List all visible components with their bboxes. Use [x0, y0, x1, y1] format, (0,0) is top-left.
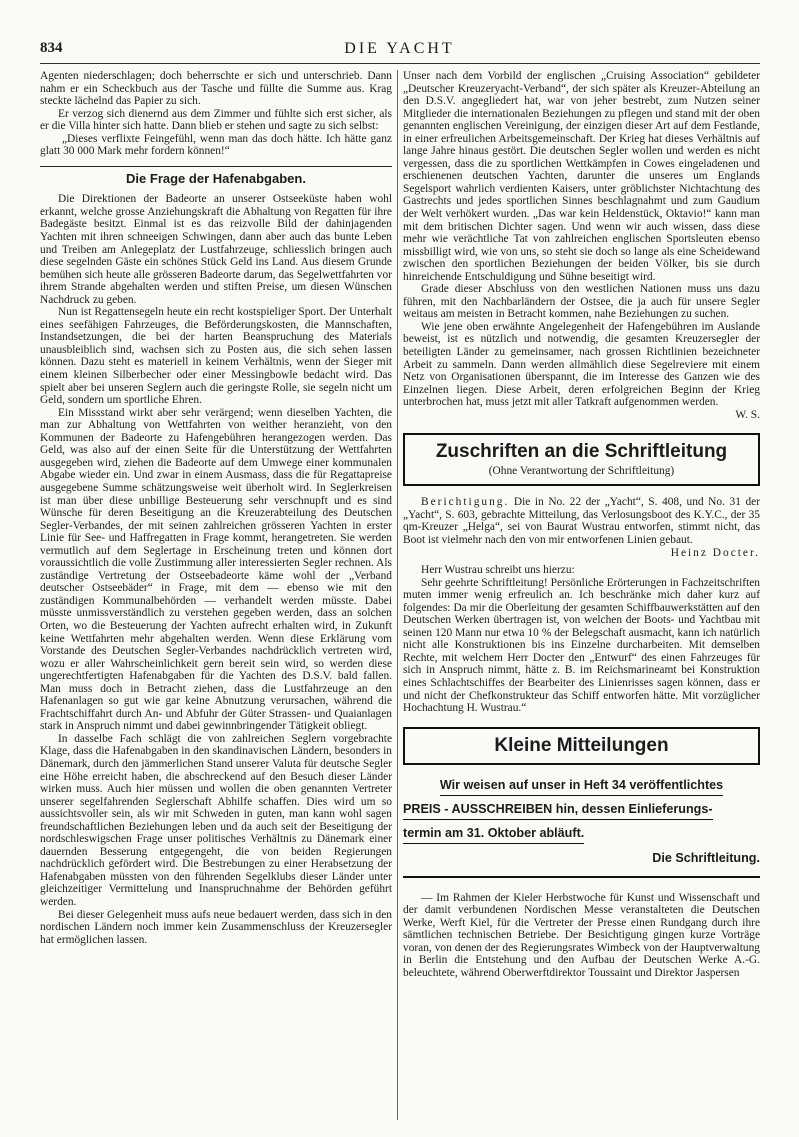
reply-letter: Sehr geehrte Schriftleitung! Persönliche Erörterungen in Fachzeitschriften muten immer wenig erfreulich an. Ich beschränke mich daher kurz auf folgendes: Da mir die Oberleitung der gesamten Schiffbauwerkstätten auf den Deutschen Werken übertragen ist, von welchen der Boots- und Yachtbau mit seinen 120 Mann nur etwa 10 % der Belegschaft ausmacht, kann ich natürlich nicht alle Konstruktionen bis ins Einzelne durcharbeiten. Mit demselben Rechte, mit welchem Herr Docter den „Entwurf“ des einen Fahrzeuges für sich in Anspruch nimmt, hätte z. B. im Reichsmarineamt bei Konstruktion eines Schlachtschiffes der Bearbeiter des Linienrisses sagen können, dass er und nicht der Chefkonstrukteur das Schiff entworfen hätte. Mit vorzüglicher Hochachtung H. Wustrau.“ [403, 576, 760, 715]
notice-line: Wir weisen auf unser in Heft 34 veröffentlichtes [440, 778, 723, 796]
letters-section-title: Zuschriften an die Schriftleitung [435, 441, 728, 463]
left-column [40, 70, 392, 946]
article-paragraph: Grade dieser Abschluss von den westlichen Nationen muss uns dazu führen, mit den Nachbarländern der Ostsee, die ja auch für unsere Segler weitaus am meisten in Betracht kommen, nahe Beziehungen zu suchen. [403, 283, 760, 321]
notes-section-title: Kleine Mitteilungen [494, 734, 669, 756]
correction-text: Die in No. 22 der „Yacht“, S. 408, und No. 31 der „Yacht“, S. 603, gebrachte Mitteilung, das Verlosungsboot des K.Y.C., der 35 qm-Kreuzer „Helga“, sei von Baurat Wustrau entworfen, stimmt nicht, das Boot ist vielmehr nach den von mir entworfenen Linien gebaut. [403, 496, 760, 546]
article-paragraph: Bei dieser Gelegenheit muss aufs neue bedauert werden, dass sich in den nordischen Ländern noch immer kein Zusammenschluss der Kreuzersegler hat ermöglichen lassen. [40, 908, 392, 946]
correction-label: Berichtigung. [421, 496, 510, 509]
notice-rule [403, 876, 760, 878]
article-paragraph: Ein Missstand wirkt aber sehr verärgend; wenn dieselben Yachten, die man zur Abhaltung von Wettfahrten von weither heranzieht, von den Kommunen der Badeorte zu Hafengebühren herangezogen werden. Das Geld, was also auf der einen Seite für die Unterstützung der Wettfahrten ausgegeben wird, ziehen die Badeorte auf dem Umwege einer kommunalen Abgabe wieder ein. Und zwar in einem Ausmass, dass die für Regattapreise ausgegebene Summe schätzungsweise weit überholt wird. In Seglerkreisen ist man über diese unbillige Besteuerung sehr verschnupft und es sind Wünsche für deren Beseitigung an die Kreuzerabteilung des Deutschen Segler-Verbandes, der mit seinen zahlreichen grösseren Yachten in erster Linie für See- und Haffregatten in Frage kommt, herangetreten. Sie werden vermutlich auf dem Seglertage in Erscheinung treten und können dort voraussichtlich die volle Zustimmung aller interessierten Segler rechnen. Als zuständige Vertretung der Ostseebadeorte käme wohl der „Verband deutscher Ostseebäder“ in Frage, mit dem — ebenso wie mit den zuständigen Kommunalbehörden — verhandelt werden müsste. Dabei müsste unmissverständlich zu verstehen gegeben werden, dass an solchen Orten, wo die Besteuerung der Yachten aufrecht erhalten wird, in Zukunft keine Wettfahrten mehr abgehalten werden. Wenn diese Erklärung vom Vorstande des Deutschen Segler-Verbandes nachdrücklich vertreten wird, wozu er aller Wahrscheinlichkeit gern bereit sein wird, so werden diese ungerechtfertigten Hafenabgaben für die Yachten des D.S.V. bald fallen. Man muss doch in Betracht ziehen, dass die Lustfahrzeuge an den Hafenanlagen so gut wie gar keine Abnutzung verursachen, während die Frachtschiffahrt durch An- und Abfuhr der Güter Strassen- und Quaianlagen stark in Anspruch nimmt und dabei gewinnbringender Tätigkeit obliegt. [40, 406, 392, 733]
right-column [403, 70, 760, 979]
notice-signature: Die Schriftleitung. [652, 850, 760, 865]
story-paragraph: Agenten niederschlagen; doch beherrschte er sich und unterschrieb. Dann nahm er ein Scheckbuch aus der Tasche und füllte die Summe aus. Krag steckte lächelnd das Papier zu sich. [40, 70, 392, 108]
article-paragraph: Wie jene oben erwähnte Angelegenheit der Hafengebühren im Auslande beweist, ist es nützlich und notwendig, die gesamten Kreuzersegler der beteiligten Länder zu gemeinsamer, nach grossen Richtlinien bezeichneter Arbeit zu sammeln. Dann werden allmählich diese Segelreviere mit einem Netz von Organisationen überspannt, die im Interesse des Ganzen wie des Einzelnen liegen. Diese Arbeit, deren erfolgreichen Beginn der Krieg unterbrochen hat, muss jetzt mit aller Tatkraft aufgenommen werden. [403, 320, 760, 409]
article-paragraph: In dasselbe Fach schlägt die von zahlreichen Seglern vorgebrachte Klage, dass die Hafenabgaben in den skandinavischen Ländern, besonders in Dänemark, durch den jämmerlichen Stand unserer Valuta für deutsche Segler eine Höhe erreicht haben, die abschreckend auf den Besuch dieser Länder wirken muss. Auch hier müssen und wollen die oben genannten Vertreter unserer segelfahrenden Seglerschaft Abhilfe schaffen. Dies wird um so aussichtsvoller sein, als wir mit Schweden in guten, man kann wohl sagen freundschaftlichen Beziehungen leben und da auch seit der Beseitigung der nordschleswigschen Frage unser politisches Verhältnis zu Dänemark einer dauernden Besserung entgegengeht, die von beiden Regierungen nachdrücklich gefördert wird. Die Bestrebungen zu einer Herabsetzung der Hafenabgaben müssten von den führenden Segelklubs dieser Länder unter gleichzeitiger Vermittelung und Inanspruchnahme der Behörden geführt werden. [40, 732, 392, 908]
prize-notice [403, 775, 760, 866]
article-signature: W. S. [735, 408, 760, 421]
reply-intro: Herr Wustrau schreibt uns hierzu: [421, 564, 575, 577]
column-divider [397, 70, 398, 1120]
notice-line: termin am 31. Oktober abläuft. [403, 826, 584, 844]
section-title: Die Frage der Hafenabgaben. [126, 170, 306, 186]
article-paragraph: Unser nach dem Vorbild der englischen „Cruising Association“ gebildeter „Deutscher Kreuzeryacht-Verband“, der sich später als Kreuzer-Abteilung an den D.S.V. angegliedert hat, war von jeher bestrebt, zum Nutzen seiner Mitglieder die internationalen Beziehungen zu pflegen und stand mit der oben genannten englischen Vereinigung, der einzigen dieser Art auf dem Festlande, in einer erfreulichen Arbeitsgemeinschaft. Der Krieg hat dieses Verhältnis auf lange Jahre hinaus gestört. Die deutschen Segler wollen und werden es nicht vergessen, dass die zu sportlichen Wettkämpfen in Cowes eingeladenen und erschienenen deutschen Yachten, darunter die unseres um Englands Segelsport wahrlich verdienten Kaisers, unter gröblichster Nichtachtung des Gastrechts und jedes sportlichen Sinnes beschlagnahmt und zum Gaudium der Welt verhökert wurden. „Das war kein Heldenstück, Oktavio!“ kann man mit dem britischen Dichter sagen. Und wenn wir auch wissen, dass diese mehr wie verächtliche Tat von zahlreichen englischen Sportsleuten ebenso missbilligt wird, wie von uns, so steht sie doch so lange als eine Scheidewand zwischen den sportlichen Beziehungen der beiden Völker, bis sie durch hinreichende Entschuldigung und Sühne beseitigt wird. [403, 70, 760, 283]
news-paragraph: — Im Rahmen der Kieler Herbstwoche für Kunst und Wissenschaft und der damit verbundenen Nordischen Messe veranstalteten die Deutschen Werke, Werft Kiel, für die Vertreter der Presse einen Rundgang durch ihre sämtlichen technischen Betriebe. Der Besichtigung gingen kurze Vorträge voran, von denen der des Regierungsrates Wimbeck von der Hauptverwaltung in Berlin die Entstehung und den Aufbau der Deutschen Werke A.-G. beleuchtete, während Oberwerftdirektor Toussaint und Direktor Jaspersen [403, 891, 760, 979]
notes-section-box [403, 727, 760, 765]
letters-section-subtitle: (Ohne Verantwortung der Schriftleitung) [488, 465, 675, 478]
article-paragraph: Die Direktionen der Badeorte an unserer Ostseeküste haben wohl erkannt, welche grosse Anziehungskraft die Abhaltung von Regatten für ihre Badegäste besitzt. Einmal ist es das reizvolle Bild der dahinjagenden Yachten mit ihren schneeigen Schwingen, dann aber auch das bunte Leben und Treiben am Anlegeplatz der Lustfahrzeuge, schliesslich bringen auch diese segelnden Gäste ein schönes Stück Geld ins Land. Aus diesem Grunde bemühen sich heute alle grösseren Badeorte darum, das Segelwettfahrten vor ihrem Strande abgehalten werden und stiften Preise, um diesen Wünschen Nachdruck zu geben. [40, 193, 392, 306]
section-rule [40, 166, 392, 167]
story-paragraph: Er verzog sich dienernd aus dem Zimmer und fühlte sich erst sicher, als er die Villa hinter sich hatte. Dann blieb er stehen und sagte zu sich selbst: [40, 107, 392, 133]
letters-section-box [403, 433, 760, 486]
header-rule [40, 63, 760, 64]
correction-signature: Heinz Docter. [670, 546, 760, 559]
page-number: 834 [40, 40, 63, 56]
article-paragraph: Nun ist Regattensegeln heute ein recht kostspieliger Sport. Der Unterhalt eines seefähigen Fahrzeuges, die Beförderungskosten, die Mannschaften, Instandsetzungen, die bei der harten Beanspruchung des Materials unausbleiblich sind, wachsen sich zu Posten aus, die sich sehen lassen können. Dazu steht es materiell in keinem Verhältnis, wenn der Sieger mit einem kleinen Silberbecher oder einer Messingbowle bedacht wird. Das spielt aber bei unseren Seglern auch die geringste Rolle, sie segeln nicht um Geld, sondern um sportliche Ehren. [40, 306, 392, 407]
story-quote: „Dieses verflixte Feingefühl, wenn man das doch hätte. Ich hätte ganz glatt 30 000 Mark mehr fordern können!“ [40, 132, 392, 158]
correction-paragraph [403, 496, 760, 546]
notice-line: PREIS - AUSSCHREIBEN hin, dessen Einlieferungs- [403, 802, 713, 820]
running-title: DIE YACHT [344, 40, 455, 57]
